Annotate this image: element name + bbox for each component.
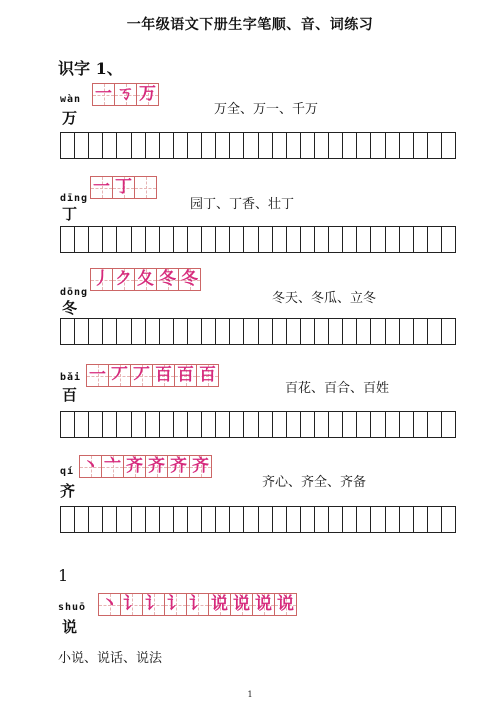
- page-title: 一年级语文下册生字笔顺、音、词练习: [126, 17, 374, 33]
- stroke-order-row: [87, 364, 219, 387]
- stroke-cell: 丁: [112, 176, 135, 199]
- stroke-cell: 讠: [142, 593, 165, 616]
- practice-grid[interactable]: [60, 226, 456, 253]
- stroke-cell: ㄎ: [114, 83, 137, 106]
- pinyin-label: dōng: [60, 287, 89, 298]
- pinyin-label: bǎi: [60, 372, 82, 383]
- character-label: 万: [62, 109, 78, 127]
- stroke-cell: 亠: [101, 455, 124, 478]
- example-words: 百花、百合、百姓: [285, 381, 390, 396]
- stroke-cell: 齐: [123, 455, 146, 478]
- stroke-order-row: [91, 176, 157, 199]
- stroke-cell: 齐: [189, 455, 212, 478]
- pinyin-label: qí: [60, 466, 75, 477]
- stroke-cell: 百: [152, 364, 175, 387]
- stroke-cell: 丿: [90, 268, 113, 291]
- stroke-cell: 百: [174, 364, 197, 387]
- stroke-cell: 丆: [108, 364, 131, 387]
- example-words: 园丁、丁香、壮丁: [190, 197, 295, 212]
- practice-grid[interactable]: [60, 411, 456, 438]
- pinyin-label: dīng: [60, 193, 89, 204]
- example-words: 小说、说话、说法: [58, 651, 163, 666]
- stroke-cell: 一: [90, 176, 113, 199]
- stroke-cell: 百: [196, 364, 219, 387]
- stroke-cell: 丶: [79, 455, 102, 478]
- stroke-cell: [134, 176, 157, 199]
- stroke-cell: 齐: [145, 455, 168, 478]
- practice-grid[interactable]: [60, 506, 456, 533]
- example-words: 齐心、齐全、齐备: [262, 475, 367, 490]
- character-label: 冬: [62, 299, 78, 317]
- stroke-cell: 齐: [167, 455, 190, 478]
- stroke-order-row: [91, 268, 201, 291]
- character-label: 百: [62, 386, 78, 404]
- stroke-cell: 说: [230, 593, 253, 616]
- stroke-cell: 说: [252, 593, 275, 616]
- stroke-cell: 冬: [156, 268, 179, 291]
- stroke-order-row: [93, 83, 159, 106]
- stroke-cell: 一: [92, 83, 115, 106]
- stroke-cell: ク: [112, 268, 135, 291]
- stroke-order-row: [99, 593, 297, 616]
- practice-grid[interactable]: [60, 318, 456, 345]
- stroke-cell: 一: [86, 364, 109, 387]
- stroke-order-row: [80, 455, 212, 478]
- example-words: 万全、万一、千万: [214, 102, 319, 117]
- stroke-cell: 丶: [98, 593, 121, 616]
- stroke-cell: 万: [136, 83, 159, 106]
- character-label: 说: [62, 618, 78, 636]
- character-label: 丁: [62, 205, 78, 223]
- stroke-cell: 说: [208, 593, 231, 616]
- stroke-cell: 说: [274, 593, 297, 616]
- section-heading: 识字 1、: [58, 59, 123, 78]
- stroke-cell: 讠: [164, 593, 187, 616]
- pinyin-label: wàn: [60, 94, 82, 105]
- stroke-cell: 讠: [120, 593, 143, 616]
- section-heading: 1: [58, 566, 69, 585]
- example-words: 冬天、冬瓜、立冬: [272, 291, 377, 306]
- character-label: 齐: [60, 482, 76, 500]
- pinyin-label: shuō: [58, 602, 87, 613]
- practice-grid[interactable]: [60, 132, 456, 159]
- page-number: 1: [247, 690, 253, 699]
- stroke-cell: 冬: [178, 268, 201, 291]
- stroke-cell: 丆: [130, 364, 153, 387]
- stroke-cell: 讠: [186, 593, 209, 616]
- stroke-cell: 夂: [134, 268, 157, 291]
